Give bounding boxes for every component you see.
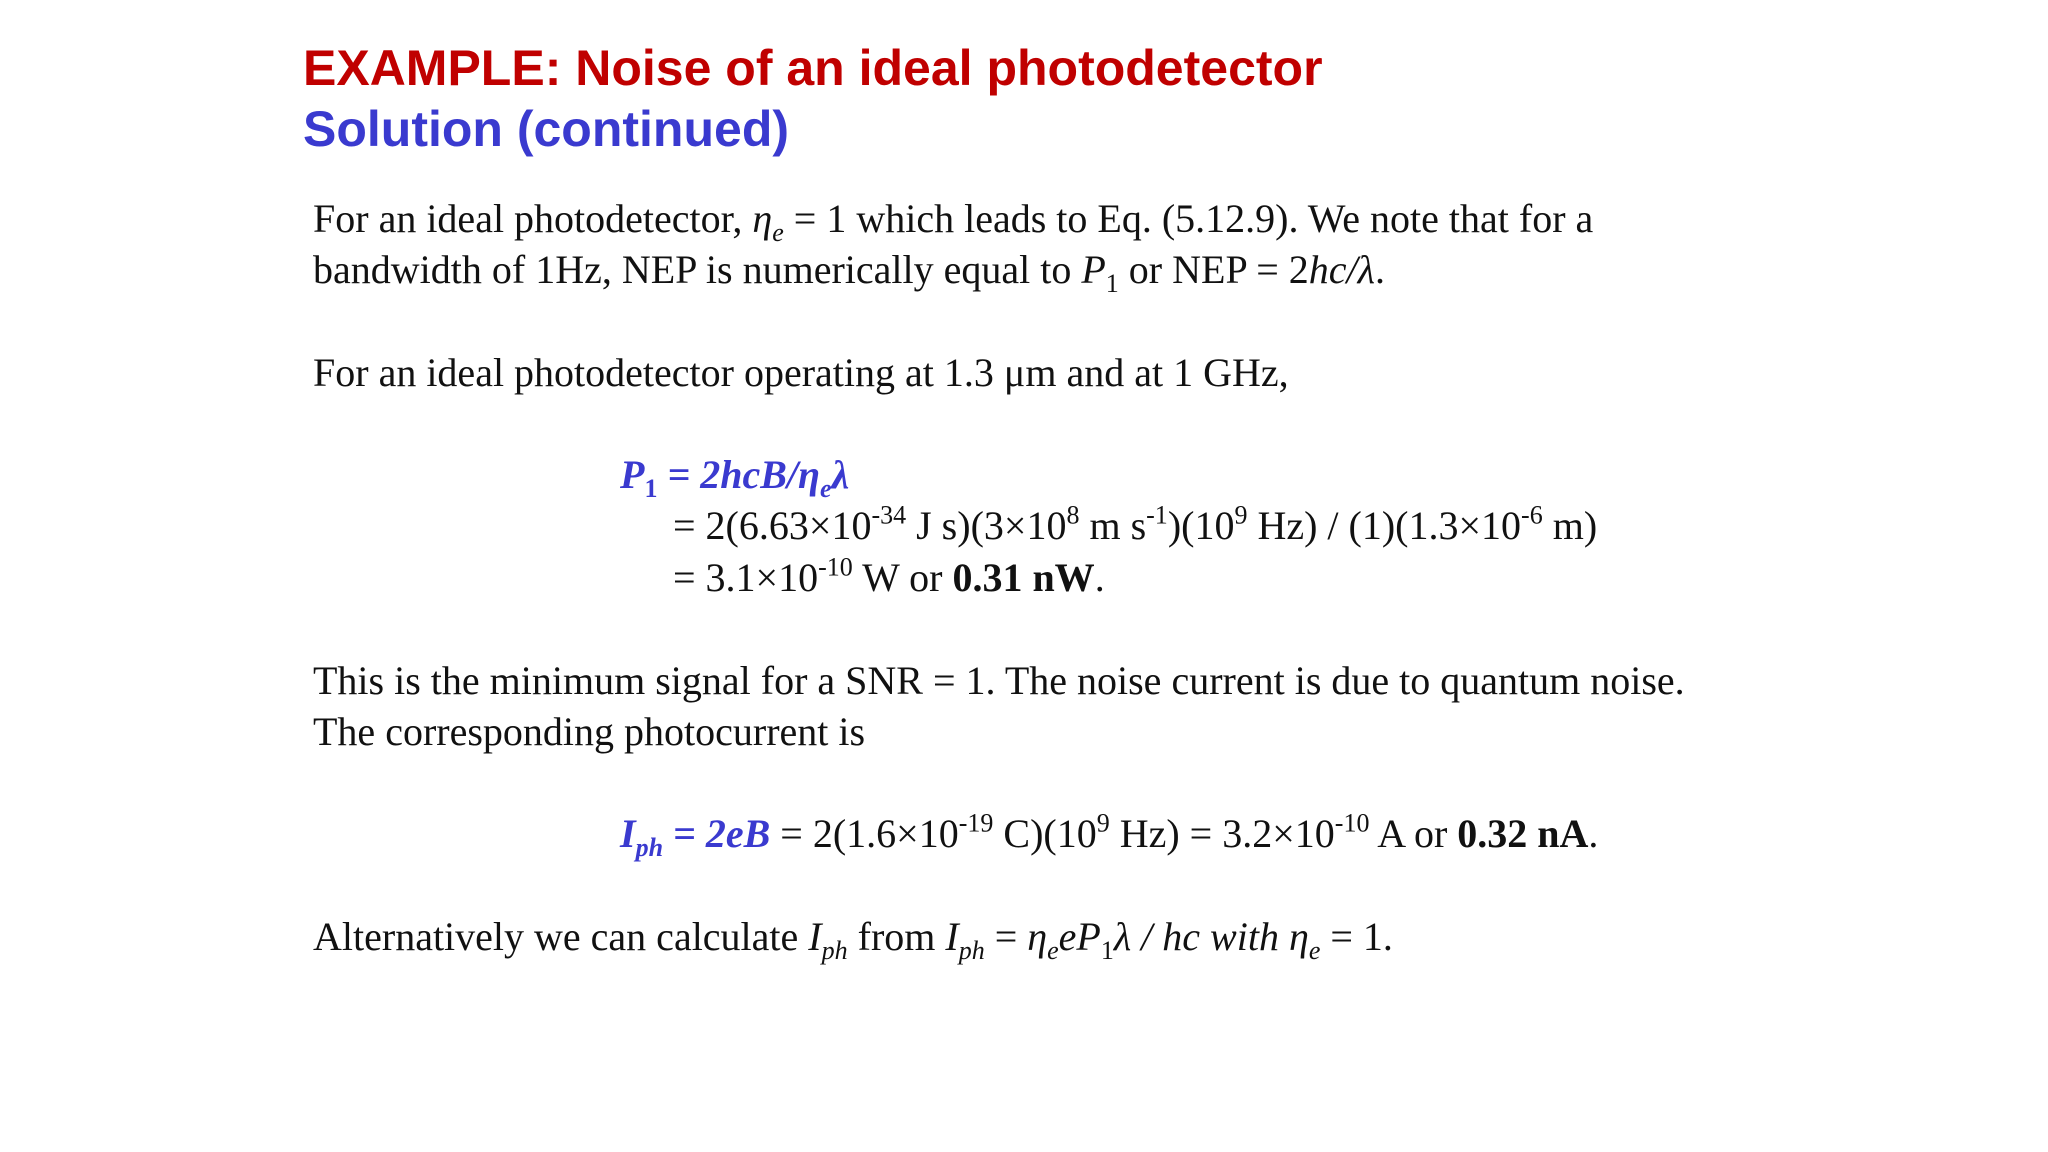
text-run: For an ideal photodetector operating at 1.3 μm and at 1 GHz, xyxy=(313,350,1289,395)
formula-run: = 2hcB/η xyxy=(657,452,820,497)
subscript: 1 xyxy=(1105,269,1119,299)
subscript: e xyxy=(1047,936,1059,966)
text-run: . xyxy=(1094,555,1105,600)
eta-symbol: η xyxy=(752,196,773,241)
slide-title-block xyxy=(303,38,1323,160)
text-run: Hz) / (1)(1.3×10 xyxy=(1247,503,1522,548)
formula-run: eP xyxy=(1058,914,1101,959)
paragraph-line: The corresponding photocurrent is xyxy=(313,709,866,754)
text-run: = 1. xyxy=(1320,914,1393,959)
paragraph-line xyxy=(313,244,1593,299)
subscript: ph xyxy=(958,936,985,966)
eta-symbol: η xyxy=(1288,914,1309,959)
paragraph-line: This is the minimum signal for a SNR = 1. The noise current is due to quantum noise. xyxy=(313,658,1685,703)
text-run: m) xyxy=(1542,503,1598,548)
exponent: 9 xyxy=(1234,500,1248,530)
paragraph-line xyxy=(313,193,1594,248)
exponent: -19 xyxy=(958,808,994,838)
text-run: A or xyxy=(1369,811,1458,856)
exponent: -6 xyxy=(1521,500,1543,530)
text-run: from xyxy=(847,914,946,959)
text-run: = 1 which leads to Eq. (5.12.9). We note that for a xyxy=(783,196,1594,241)
text-run: = 2(1.6×10 xyxy=(770,811,959,856)
text-run: )(10 xyxy=(1167,503,1235,548)
subscript: 1 xyxy=(644,474,658,504)
equation-power-lhs xyxy=(620,449,850,504)
paragraph-operating-conditions xyxy=(313,347,1289,398)
exponent: -34 xyxy=(871,500,907,530)
paragraph-ideal-detector xyxy=(313,193,1594,299)
exponent: -10 xyxy=(818,552,853,582)
result-value: 0.31 nW xyxy=(952,555,1095,600)
result-value: 0.32 nA xyxy=(1457,811,1589,856)
subscript: e xyxy=(772,218,784,248)
equation-power-substitution xyxy=(673,500,1597,551)
exponent: 8 xyxy=(1066,500,1080,530)
paragraph-alternative xyxy=(313,911,1393,966)
text-run: J s)(3×10 xyxy=(906,503,1067,548)
subscript: ph xyxy=(821,936,848,966)
text-run: = 2(6.63×10 xyxy=(673,503,872,548)
eta-symbol: η xyxy=(1027,914,1048,959)
exponent: 9 xyxy=(1096,808,1110,838)
text-run: bandwidth of 1Hz, NEP is numerically equal to xyxy=(313,247,1082,292)
text-run: Hz) = 3.2×10 xyxy=(1109,811,1335,856)
text-run: or NEP = 2 xyxy=(1118,247,1309,292)
formula-run: λ / hc with xyxy=(1113,914,1289,959)
subscript: e xyxy=(1308,936,1321,966)
paragraph-minimum-signal xyxy=(313,655,1685,757)
subscript: ph xyxy=(635,833,664,863)
subscript: e xyxy=(819,474,832,504)
exponent: -1 xyxy=(1146,500,1168,530)
text-run: = xyxy=(984,914,1028,959)
formula-run: = 2eB xyxy=(663,811,771,856)
text-run: For an ideal photodetector, xyxy=(313,196,753,241)
formula-run: hc/λ xyxy=(1308,247,1375,292)
text-run: = 3.1×10 xyxy=(673,555,819,600)
power-symbol: P xyxy=(1081,247,1106,292)
current-symbol: I xyxy=(945,914,959,959)
current-symbol: I xyxy=(620,811,636,856)
text-run: Alternatively we can calculate xyxy=(313,914,809,959)
text-run: . xyxy=(1588,811,1599,856)
slide-title: EXAMPLE: Noise of an ideal photodetector xyxy=(303,40,1323,96)
subscript: 1 xyxy=(1100,936,1114,966)
slide-subtitle: Solution (continued) xyxy=(303,101,790,157)
text-run: m s xyxy=(1079,503,1147,548)
exponent: -10 xyxy=(1334,808,1370,838)
current-symbol: I xyxy=(808,914,822,959)
lambda-symbol: λ xyxy=(831,452,850,497)
text-run: W or xyxy=(852,555,953,600)
equation-photocurrent xyxy=(620,808,1599,863)
text-run: . xyxy=(1374,247,1385,292)
equation-power-result xyxy=(673,552,1105,603)
power-symbol: P xyxy=(620,452,645,497)
text-run: C)(10 xyxy=(993,811,1097,856)
